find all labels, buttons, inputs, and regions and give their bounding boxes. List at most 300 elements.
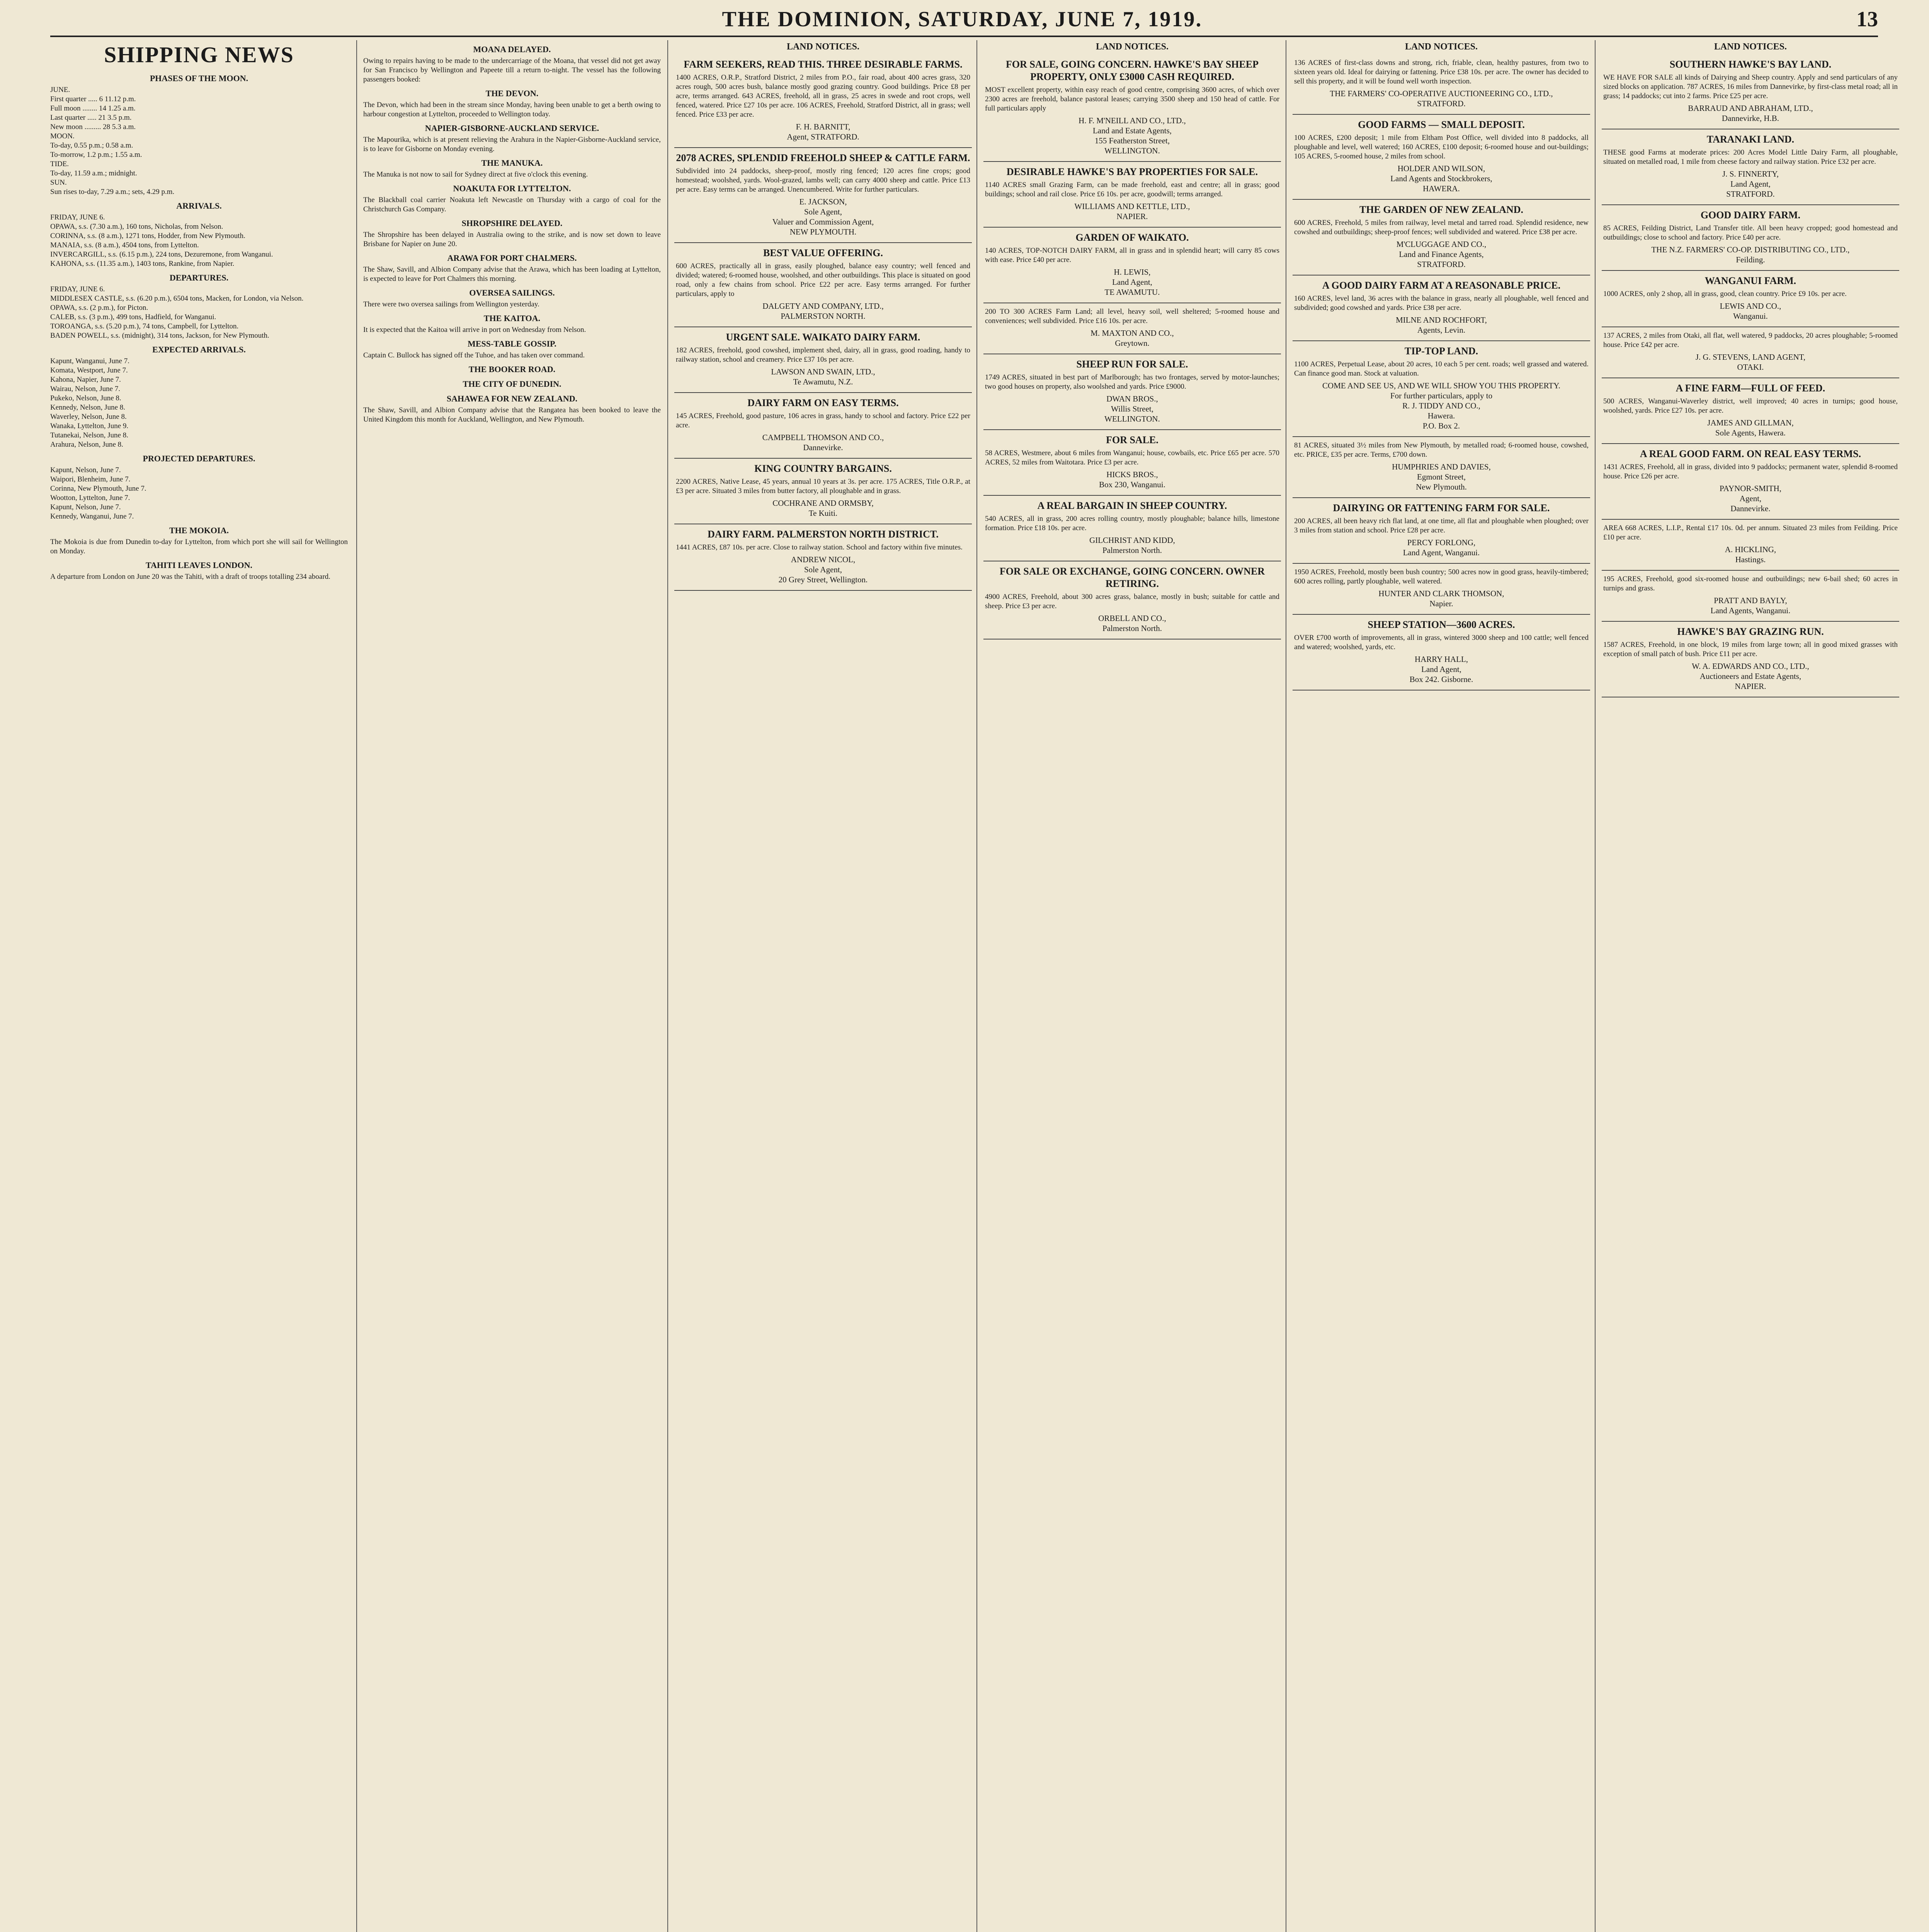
advertisement-body: 136 ACRES of first-class downs and strong, rich, friable, clean, healthy pastures, from two to sixteen years old. Ideal for dairying or fattening. Price £38 10s. per acre. The owner has decided to sell this property, and it will be found well worth inspection. (1294, 59, 1589, 85)
section-line: Waipori, Blenheim, June 7. (50, 475, 131, 483)
advertisement-title: 2078 ACRES, SPLENDID FREEHOLD SHEEP & CATTLE FARM. (676, 152, 970, 163)
news-section (50, 201, 348, 269)
advertisement-title: HAWKE'S BAY GRAZING RUN. (1677, 626, 1824, 637)
signature-line: Te Awamutu, N.Z. (793, 377, 853, 386)
advertisement-title: A REAL BARGAIN IN SHEEP COUNTRY. (1037, 500, 1227, 511)
section-line: Wanaka, Lyttelton, June 9. (50, 422, 129, 430)
signature-line: Sole Agent, (804, 565, 842, 574)
signature-line: M. MAXTON AND CO., (1090, 328, 1174, 338)
advertisement-signature (1603, 661, 1898, 691)
signature-line: M'CLUGGAGE AND CO., (1396, 240, 1487, 249)
signature-line: HOLDER AND WILSON, (1397, 164, 1485, 173)
signature-line: HAWERA. (1423, 184, 1460, 193)
signature-line: F. H. BARNITT, (796, 122, 851, 131)
section-line: Kapunt, Nelson, June 7. (50, 503, 121, 511)
column-heading: LAND NOTICES. (1095, 42, 1169, 52)
signature-line: COME AND SEE US, AND WE WILL SHOW YOU THIS PROPERTY. (1322, 381, 1560, 390)
signature-line: PALMERSTON NORTH. (781, 311, 866, 321)
section-title: ARAWA FOR PORT CHALMERS. (447, 253, 577, 263)
page-number: 13 (1856, 7, 1878, 31)
section-line: Captain C. Bullock has signed off the Tuhoe, and has taken over command. (363, 351, 585, 359)
section-lines (50, 213, 348, 269)
land-advertisement (983, 496, 1281, 561)
advertisement-title: A REAL GOOD FARM. ON REAL EASY TERMS. (1640, 448, 1861, 459)
news-section (363, 287, 661, 309)
advertisement-body: 160 ACRES, level land, 36 acres with the balance in grass, nearly all ploughable, well fenced and subdivided; good cowshed and yards. Price £38 per acre. (1294, 294, 1589, 312)
signature-line: Te Kuiti. (808, 509, 838, 518)
advertisement-title: FOR SALE. (1106, 434, 1158, 446)
column-heading: LAND NOTICES. (1714, 42, 1787, 52)
land-advertisement (1293, 276, 1590, 341)
advertisement-signature (1603, 301, 1898, 321)
advertisement-title: DAIRY FARM. PALMERSTON NORTH DISTRICT. (708, 529, 939, 540)
signature-line: H. F. M'NEILL AND CO., LTD., (1078, 116, 1186, 125)
advertisement-signature (1294, 462, 1589, 492)
advertisement-body: MOST excellent property, within easy reach of good centre, comprising 3600 acres, of which over 2300 acres are freehold, balance pastoral leases; carrying 3500 sheep and 150 head of cattle. For full particulars apply (985, 86, 1279, 112)
signature-line: THE N.Z. FARMERS' CO-OP. DISTRIBUTING CO., LTD., (1651, 245, 1850, 254)
advertisement-title: SOUTHERN HAWKE'S BAY LAND. (1669, 59, 1832, 70)
section-lines (363, 406, 661, 424)
signature-line: H. LEWIS, (1114, 267, 1151, 277)
section-line: To-day, 0.55 p.m.; 0.58 a.m. (50, 141, 133, 150)
news-section (50, 272, 348, 340)
column-5 (1293, 40, 1590, 1932)
advertisement-body: 4900 ACRES, Freehold, about 300 acres grass, balance, mostly in bush; suitable for cattle and sheep. Price £3 per acre. (985, 593, 1279, 610)
land-advertisement (674, 393, 972, 459)
land-advertisement (674, 54, 972, 148)
advertisement-signature (1603, 595, 1898, 616)
land-advertisement (1602, 622, 1899, 697)
advertisement-body: 137 ACRES, 2 miles from Otaki, all flat, well watered, 9 paddocks, 20 acres ploughable; 5-roomed house. Price £42 per acre. (1603, 332, 1898, 349)
column-heading: SHIPPING NEWS (104, 42, 294, 67)
signature-line: Sole Agents, Hawera. (1715, 428, 1786, 437)
section-line: Kapunt, Nelson, June 7. (50, 466, 121, 474)
advertisement-body: 1441 ACRES, £87 10s. per acre. Close to railway station. School and factory within five minutes. (676, 543, 963, 551)
signature-line: Palmerston North. (1102, 624, 1162, 633)
signature-line: J. G. STEVENS, LAND AGENT, (1695, 352, 1806, 362)
section-line: CALEB, s.s. (3 p.m.), 499 tons, Hadfield, for Wanganui. (50, 313, 216, 321)
section-line: Komata, Westport, June 7. (50, 366, 128, 374)
land-advertisement (674, 459, 972, 524)
news-section (363, 123, 661, 154)
advertisement-signature (676, 554, 970, 585)
section-line: There were two oversea sailings from Wellington yesterday. (363, 300, 539, 308)
advertisement-signature (985, 394, 1279, 424)
section-title: EXPECTED ARRIVALS. (152, 345, 246, 354)
advertisement-signature (985, 201, 1279, 221)
section-title: THE MANUKA. (481, 158, 543, 168)
section-title: THE KAITOA. (483, 313, 541, 323)
section-lines (363, 170, 661, 179)
land-advertisement (1602, 571, 1899, 622)
advertisement-title: FOR SALE, GOING CONCERN. HAWKE'S BAY SHEEP PROPERTY, ONLY £3000 CASH REQUIRED. (1006, 59, 1259, 82)
signature-line: For further particulars, apply to (1390, 391, 1493, 400)
land-advertisement (674, 327, 972, 393)
land-advertisement (983, 561, 1281, 639)
column-separator (667, 40, 668, 1932)
section-title: OVERSEA SAILINGS. (469, 288, 555, 298)
advertisement-body: 182 ACRES, freehold, good cowshed, implement shed, dairy, all in grass, good roading, handy to railway station, school and creamery. Price £37 10s per acre. (676, 346, 970, 364)
signature-line: A. HICKLING, (1725, 545, 1776, 554)
advertisement-signature (1603, 418, 1898, 438)
section-title: NOAKUTA FOR LYTTELTON. (453, 184, 571, 193)
advertisement-body: 600 ACRES, Freehold, 5 miles from railway, level metal and tarred road. Splendid residence, new cowshed and outbuildings; sheep-proof fences; well subdivided and watered. Price £38 per acre. (1294, 219, 1589, 236)
section-line: MOON. (50, 132, 75, 140)
advertisement-title: FARM SEEKERS, READ THIS. THREE DESIRABLE FARMS. (684, 59, 963, 70)
signature-line: Palmerston North. (1102, 546, 1162, 555)
land-advertisement (1293, 341, 1590, 437)
signature-line: CAMPBELL THOMSON AND CO., (762, 433, 884, 442)
section-title: PROJECTED DEPARTURES. (143, 454, 255, 463)
signature-line: HUNTER AND CLARK THOMSON, (1378, 589, 1504, 598)
land-advertisement (1293, 498, 1590, 564)
advertisement-signature (1603, 352, 1898, 372)
advertisement-title: GOOD FARMS — SMALL DEPOSIT. (1358, 119, 1525, 130)
advertisement-signature (676, 498, 970, 518)
signature-line: Land Agents, Wanganui. (1710, 606, 1791, 615)
advertisement-signature (1294, 537, 1589, 558)
section-lines (50, 537, 348, 556)
section-line: BADEN POWELL, s.s. (midnight), 314 tons, Jackson, for New Plymouth. (50, 332, 269, 340)
section-line: FRIDAY, JUNE 6. (50, 285, 105, 293)
section-title: PHASES OF THE MOON. (150, 73, 248, 83)
land-advertisement (983, 430, 1281, 496)
section-line: It is expected that the Kaitoa will arrive in port on Wednesday from Nelson. (363, 326, 586, 334)
signature-line: R. J. TIDDY AND CO., (1402, 401, 1480, 410)
advertisement-signature (676, 122, 970, 142)
section-line: Arahura, Nelson, June 8. (50, 440, 123, 449)
advertisement-body: 85 ACRES, Feilding District, Land Transfer title. All been heavy cropped; good homestead and outbuildings; close to school and factory. Price £40 per acre. (1603, 224, 1898, 242)
advertisement-signature (1294, 239, 1589, 269)
signature-line: Hawera. (1427, 411, 1455, 420)
land-advertisement (1602, 205, 1899, 271)
section-line: TIDE. (50, 160, 69, 168)
column-separator (1595, 40, 1596, 1932)
advertisement-signature (676, 197, 970, 237)
section-line: JUNE. (50, 86, 70, 94)
land-advertisement (1602, 327, 1899, 378)
advertisement-signature (1603, 544, 1898, 565)
advertisement-signature (1294, 88, 1589, 109)
signature-line: Land Agent, (1421, 665, 1461, 674)
section-line: SUN. (50, 179, 67, 187)
advertisement-signature (1603, 483, 1898, 514)
news-section (363, 379, 661, 389)
signature-line: New Plymouth. (1416, 482, 1467, 492)
section-line: OPAWA, s.s. (7.30 a.m.), 160 tons, Nicholas, from Nelson. (50, 223, 223, 231)
advertisement-signature (1294, 654, 1589, 684)
advertisement-body: AREA 668 ACRES, L.I.P., Rental £17 10s. 0d. per annum. Situated 23 miles from Feilding. Price £10 per acre. (1603, 524, 1898, 541)
signature-line: Egmont Street, (1417, 472, 1466, 481)
signature-line: LEWIS AND CO., (1720, 301, 1781, 311)
advertisement-body: 1000 ACRES, only 2 shop, all in grass, good, clean country. Price £9 10s. per acre. (1603, 290, 1847, 298)
section-lines (50, 85, 348, 197)
signature-line: STRATFORD. (1417, 99, 1466, 108)
signature-line: Land Agents and Stockbrokers, (1390, 174, 1492, 183)
signature-line: WELLINGTON. (1104, 146, 1160, 155)
advertisement-signature (1294, 381, 1589, 431)
news-section (363, 158, 661, 179)
section-title: NAPIER-GISBORNE-AUCKLAND SERVICE. (425, 123, 599, 133)
section-line: The Shropshire has been delayed in Australia owing to the strike, and is now set down to leave Brisbane for Napier on June 20. (363, 231, 661, 248)
advertisement-body: 1431 ACRES, Freehold, all in grass, divided into 9 paddocks; permanent water, splendid 8-roomed house. Price £26 per acre. (1603, 463, 1898, 480)
column-separator (976, 40, 977, 1932)
advertisement-signature (985, 116, 1279, 156)
advertisement-body: 100 ACRES, £200 deposit; 1 mile from Eltham Post Office, well divided into 8 paddocks, all ploughable and level, well watered; 160 ACRES, £100 deposit; 6-roomed house and out-buildings; 105 ACRES, 5-roomed house, 2 miles from school. (1294, 134, 1589, 160)
advertisement-signature (985, 613, 1279, 633)
masthead-rule (50, 36, 1878, 37)
section-title: THE DEVON. (485, 88, 539, 98)
advertisement-title: DESIRABLE HAWKE'S BAY PROPERTIES FOR SALE. (1006, 166, 1258, 177)
advertisement-title: BEST VALUE OFFERING. (763, 247, 883, 259)
news-section (363, 313, 661, 335)
section-line: Kennedy, Wanganui, June 7. (50, 512, 134, 520)
column-4 (983, 40, 1281, 1932)
signature-line: Willis Street, (1111, 404, 1153, 413)
advertisement-body: 1100 ACRES, Perpetual Lease, about 20 acres, 10 each 5 per cent. roads; well grassed and watered. Can finance good man. Stock at valuation. (1294, 360, 1589, 378)
advertisement-signature (985, 535, 1279, 555)
section-title: SHROPSHIRE DELAYED. (461, 218, 563, 228)
section-lines (50, 572, 348, 582)
section-line: First quarter ..... 6 11.12 p.m. (50, 95, 136, 103)
advertisement-body: OVER £700 worth of improvements, all in grass, wintered 3000 sheep and 100 cattle; well fenced and watered; woolshed, yards, etc. (1294, 634, 1589, 651)
column-6 (1602, 40, 1899, 1932)
signature-line: ORBELL AND CO., (1098, 614, 1166, 623)
news-section (363, 253, 661, 284)
advertisement-body: 1749 ACRES, situated in best part of Marlborough; has two frontages, served by motor-launches; two good houses on property, also woolshed and yards. Price £9000. (985, 373, 1279, 391)
section-lines (50, 357, 348, 449)
advertisement-signature (676, 367, 970, 387)
advertisement-title: A FINE FARM—FULL OF FEED. (1676, 383, 1825, 394)
column-heading: LAND NOTICES. (786, 42, 860, 52)
news-section (50, 560, 348, 582)
signature-line: STRATFORD. (1726, 189, 1775, 199)
section-line: The Blackball coal carrier Noakuta left Newcastle on Thursday with a cargo of coal for the Christchurch Gas Company. (363, 196, 661, 213)
signature-line: W. A. EDWARDS AND CO., LTD., (1692, 662, 1809, 671)
signature-line: PAYNOR-SMITH, (1719, 484, 1782, 493)
column-separator (356, 40, 357, 1932)
section-line: Last quarter ..... 21 3.5 p.m. (50, 114, 132, 122)
advertisement-signature (1603, 169, 1898, 199)
section-line: Wootton, Lyttelton, June 7. (50, 494, 130, 502)
section-line: MANAIA, s.s. (8 a.m.), 4504 tons, from Lyttelton. (50, 241, 199, 249)
column-2 (363, 40, 661, 1932)
signature-line: Dannevirke. (1730, 504, 1771, 513)
advertisement-title: SHEEP RUN FOR SALE. (1076, 359, 1188, 370)
section-line: The Shaw, Savill, and Albion Company advise that the Rangatea has been booked to leave the United Kingdom this month for Auckland, Wellington, and New Plymouth. (363, 406, 661, 423)
advertisement-body: 500 ACRES, Wanganui-Waverley district, well improved; 40 acres in turnips; good house, woolshed, yards. Price £27 10s. per acre. (1603, 397, 1898, 415)
section-line: To-day, 11.59 a.m.; midnight. (50, 169, 137, 177)
signature-line: Dannevirke, H.B. (1721, 114, 1779, 123)
news-section (363, 183, 661, 214)
land-advertisement (1602, 129, 1899, 205)
signature-line: DWAN BROS., (1106, 394, 1158, 403)
signature-line: Wanganui. (1733, 311, 1768, 321)
signature-line: NEW PLYMOUTH. (789, 227, 857, 236)
signature-line: LAWSON AND SWAIN, LTD., (771, 367, 875, 376)
section-line: Waverley, Nelson, June 8. (50, 413, 127, 421)
section-title: THE MOKOIA. (169, 526, 229, 535)
section-line: Tutanekai, Nelson, June 8. (50, 431, 128, 439)
land-advertisement (1293, 200, 1590, 276)
signature-line: Land Agent, (1112, 277, 1152, 287)
section-line: FRIDAY, JUNE 6. (50, 213, 105, 221)
advertisement-body: 1140 ACRES small Grazing Farm, can be made freehold, east and centre; all in grass; good buildings; school and rail close. Price £6 10s. per acre, goodwill; terms arranged. (985, 181, 1279, 198)
land-advertisement (983, 303, 1281, 354)
news-section (363, 338, 661, 360)
advertisement-signature (985, 328, 1279, 348)
section-line: MIDDLESEX CASTLE, s.s. (6.20 p.m.), 6504 tons, Macken, for London, via Nelson. (50, 294, 304, 303)
signature-line: THE FARMERS' CO-OPERATIVE AUCTIONEERING CO., LTD., (1330, 89, 1553, 98)
advertisement-body: 200 TO 300 ACRES Farm Land; all level, heavy soil, well sheltered; 5-roomed house and conveniences; well subdivided. Price £16 10s. per acre. (985, 308, 1279, 325)
advertisement-signature (1603, 103, 1898, 123)
section-line: The Mokoia is due from Dunedin to-day for Lyttelton, from which port she will sail for Wellington on Monday. (50, 538, 348, 555)
land-advertisement (1602, 444, 1899, 520)
advertisement-body: 81 ACRES, situated 3½ miles from New Plymouth, by metalled road; 6-roomed house, cowshed, etc. PRICE, £35 per acre. Terms, £700 down. (1294, 441, 1589, 459)
news-section (363, 88, 661, 119)
section-title: SAHAWEA FOR NEW ZEALAND. (446, 394, 578, 403)
news-section (363, 218, 661, 249)
signature-line: HUMPHRIES AND DAVIES, (1392, 462, 1491, 471)
signature-line: Valuer and Commission Agent, (772, 217, 874, 226)
advertisement-signature (1603, 245, 1898, 265)
signature-line: Land Agent, Wanganui. (1403, 548, 1480, 557)
section-lines (50, 466, 348, 521)
advertisement-body: Subdivided into 24 paddocks, sheep-proof, mostly ring fenced; 120 acres fine crops; good homestead; woolshed, yards. Wool-grazed, lambs well; can carry 4000 sheep and cattle. Price £13 per acre. Easy terms can be arranged. Unencumbered. Write for further particulars. (676, 167, 970, 194)
section-title: ARRIVALS. (176, 201, 222, 211)
masthead (50, 7, 1878, 34)
land-advertisement (1602, 378, 1899, 444)
signature-line: COCHRANE AND ORMSBY, (772, 498, 874, 508)
advertisement-signature (985, 267, 1279, 297)
signature-line: Agent, (1739, 494, 1762, 503)
advertisement-title: URGENT SALE. WAIKATO DAIRY FARM. (726, 332, 920, 343)
section-lines (363, 351, 661, 360)
signature-line: ANDREW NICOL, (791, 555, 856, 564)
signature-line: OTAKI. (1737, 362, 1764, 372)
section-line: Owing to repairs having to be made to the undercarriage of the Moana, that vessel did not get away for San Francisco by Wellington and Papeete till a return to-night. The vessel has the following passengers booked: (363, 57, 661, 83)
signature-line: PERCY FORLONG, (1407, 538, 1476, 547)
news-section (50, 344, 348, 449)
land-advertisement (1293, 564, 1590, 615)
advertisement-signature (1294, 315, 1589, 335)
column-heading: LAND NOTICES. (1405, 42, 1478, 52)
signature-line: E. JACKSON, (799, 197, 847, 206)
section-line: INVERCARGILL, s.s. (6.15 p.m.), 224 tons, Dezuremone, from Wanganui. (50, 250, 273, 259)
signature-line: PRATT AND BAYLY, (1714, 596, 1787, 605)
section-line: The Devon, which had been in the stream since Monday, having been unable to get a berth owing to harbour congestion at Lyttelton, proceeded to Wellington today. (363, 101, 661, 118)
advertisement-body: 2200 ACRES, Native Lease, 45 years, annual 10 years at 3s. per acre. 175 ACRES, Title O.R.P., at £3 per acre. Situated 3 miles from butter factory, all ploughable and in grass. (676, 478, 970, 495)
land-advertisement (1602, 271, 1899, 327)
advertisement-title: THE GARDEN OF NEW ZEALAND. (1359, 204, 1523, 215)
advertisement-body: 200 ACRES, all been heavy rich flat land, at one time, all flat and ploughable when ploughed; over 3 miles from station and school. Price £28 per acre. (1294, 517, 1589, 534)
signature-line: TE AWAMUTU. (1104, 287, 1160, 297)
advertisement-title: TARANAKI LAND. (1706, 134, 1795, 145)
section-lines (363, 100, 661, 119)
section-lines (363, 230, 661, 249)
section-line: New moon ......... 28 5.3 a.m. (50, 123, 136, 131)
section-line: Kapunt, Wanganui, June 7. (50, 357, 129, 365)
advertisement-body: 58 ACRES, Westmere, about 6 miles from Wanganui; house, cowbails, etc. Price £65 per acre. 570 ACRES, 52 miles from Waitotara. Price £3 per acre. (985, 449, 1279, 466)
section-lines (50, 285, 348, 340)
news-section (363, 44, 661, 84)
signature-line: Land and Finance Agents, (1399, 250, 1484, 259)
section-line: CORINNA, s.s. (8 a.m.), 1271 tons, Hodder, from New Plymouth. (50, 232, 245, 240)
advertisement-title: KING COUNTRY BARGAINS. (754, 463, 892, 474)
advertisement-body: 140 ACRES, TOP-NOTCH DAIRY FARM, all in grass and in splendid heart; will carry 85 cows with ease. Price £40 per acre. (985, 247, 1279, 264)
land-advertisement (1293, 54, 1590, 115)
section-line: TOROANGA, s.s. (5.20 p.m.), 74 tons, Campbell, for Lyttelton. (50, 322, 239, 330)
section-line: Full moon ........ 14 1.25 a.m. (50, 104, 136, 112)
land-advertisement (983, 54, 1281, 162)
section-line: Corinna, New Plymouth, June 7. (50, 485, 146, 493)
signature-line: 20 Grey Street, Wellington. (778, 575, 868, 584)
advertisement-signature (1294, 163, 1589, 194)
section-lines (363, 300, 661, 309)
signature-line: HARRY HALL, (1414, 655, 1468, 664)
signature-line: Auctioneers and Estate Agents, (1699, 672, 1801, 681)
signature-line: J. S. FINNERTY, (1722, 169, 1779, 179)
section-line: Pukeko, Nelson, June 8. (50, 394, 121, 402)
signature-line: GILCHRIST AND KIDD, (1089, 536, 1175, 545)
advertisement-signature (985, 469, 1279, 490)
signature-line: MILNE AND ROCHFORT, (1396, 315, 1487, 325)
advertisement-body: 600 ACRES, practically all in grass, easily ploughed, balance easy country; well fenced and divided; watered; 6-roomed house, woolshed, and other outbuildings. This place is situated on good road, only a few chains from school. Price £22 per acre. Easy terms arranged. For further particulars, apply to (676, 262, 970, 298)
advertisement-title: GOOD DAIRY FARM. (1700, 209, 1801, 221)
signature-line: NAPIER. (1116, 212, 1148, 221)
advertisement-signature (1294, 588, 1589, 609)
signature-line: Napier. (1429, 599, 1453, 608)
column-1 (50, 40, 348, 1932)
section-line: To-morrow, 1.2 p.m.; 1.55 a.m. (50, 151, 142, 159)
section-line: The Manuka is not now to sail for Sydney direct at five o'clock this evening. (363, 170, 588, 179)
signature-line: WILLIAMS AND KETTLE, LTD., (1074, 202, 1190, 211)
section-line: The Shaw, Savill, and Albion Company advise that the Arawa, which has been loading at Lyttelton, is expected to leave for Port Chalmers this morning. (363, 265, 661, 283)
land-advertisement (1602, 520, 1899, 571)
section-line: The Mapourika, which is at present relieving the Arahura in the Napier-Gisborne-Auckland service, is to leave for Gisborne on Monday evening. (363, 136, 661, 153)
signature-line: Greytown. (1115, 338, 1150, 348)
news-section (50, 73, 348, 197)
news-section (50, 525, 348, 556)
signature-line: JAMES AND GILLMAN, (1707, 418, 1794, 427)
advertisement-title: A GOOD DAIRY FARM AT A REASONABLE PRICE. (1322, 280, 1561, 291)
signature-line: WELLINGTON. (1104, 414, 1160, 423)
signature-line: Land Agent, (1730, 179, 1771, 189)
advertisement-body: 1400 ACRES, O.R.P., Stratford District, 2 miles from P.O., fair road, about 400 acres grass, 320 acres rough, 500 acres bush, balance mostly good grazing country. Good buildings. Price £8 per acre, terms arranged. 643 ACRES, freehold, all in grass, 25 acres in swede and root crops, well fenced, watered. Price £27 10s per acre. 106 ACRES, Freehold, Stratford District, all in grass; well fenced. Price £33 per acre. (676, 73, 970, 119)
land-advertisement (983, 354, 1281, 430)
section-line: Kennedy, Nelson, June 8. (50, 403, 126, 412)
signature-line: Land and Estate Agents, (1092, 126, 1172, 135)
signature-line: HICKS BROS., (1106, 470, 1158, 479)
advertisement-body: WE HAVE FOR SALE all kinds of Dairying and Sheep country. Apply and send particulars of any sized blocks on application. 787 ACRES, 16 miles from Dannevirke, by first-class metal road; all in grass; 14 paddocks; cut into 2 farms. Price £25 per acre. (1603, 73, 1898, 100)
section-lines (363, 135, 661, 154)
signature-line: Box 242. Gisborne. (1409, 675, 1473, 684)
news-section (363, 364, 661, 375)
section-line: Wairau, Nelson, June 7. (50, 385, 121, 393)
signature-line: NAPIER. (1735, 682, 1766, 691)
land-advertisement (674, 148, 972, 243)
advertisement-signature (676, 301, 970, 321)
advertisement-title: SHEEP STATION—3600 ACRES. (1368, 619, 1515, 630)
section-lines (363, 56, 661, 84)
section-title: THE BOOKER ROAD. (468, 364, 556, 374)
signature-line: P.O. Box 2. (1422, 421, 1460, 430)
section-title: TAHITI LEAVES LONDON. (145, 560, 253, 570)
land-advertisement (1293, 615, 1590, 690)
section-title: DEPARTURES. (169, 273, 229, 282)
advertisement-body: 145 ACRES, Freehold, good pasture, 106 acres in grass, handy to school and factory. Price £22 per acre. (676, 412, 970, 429)
land-advertisement (674, 524, 972, 591)
